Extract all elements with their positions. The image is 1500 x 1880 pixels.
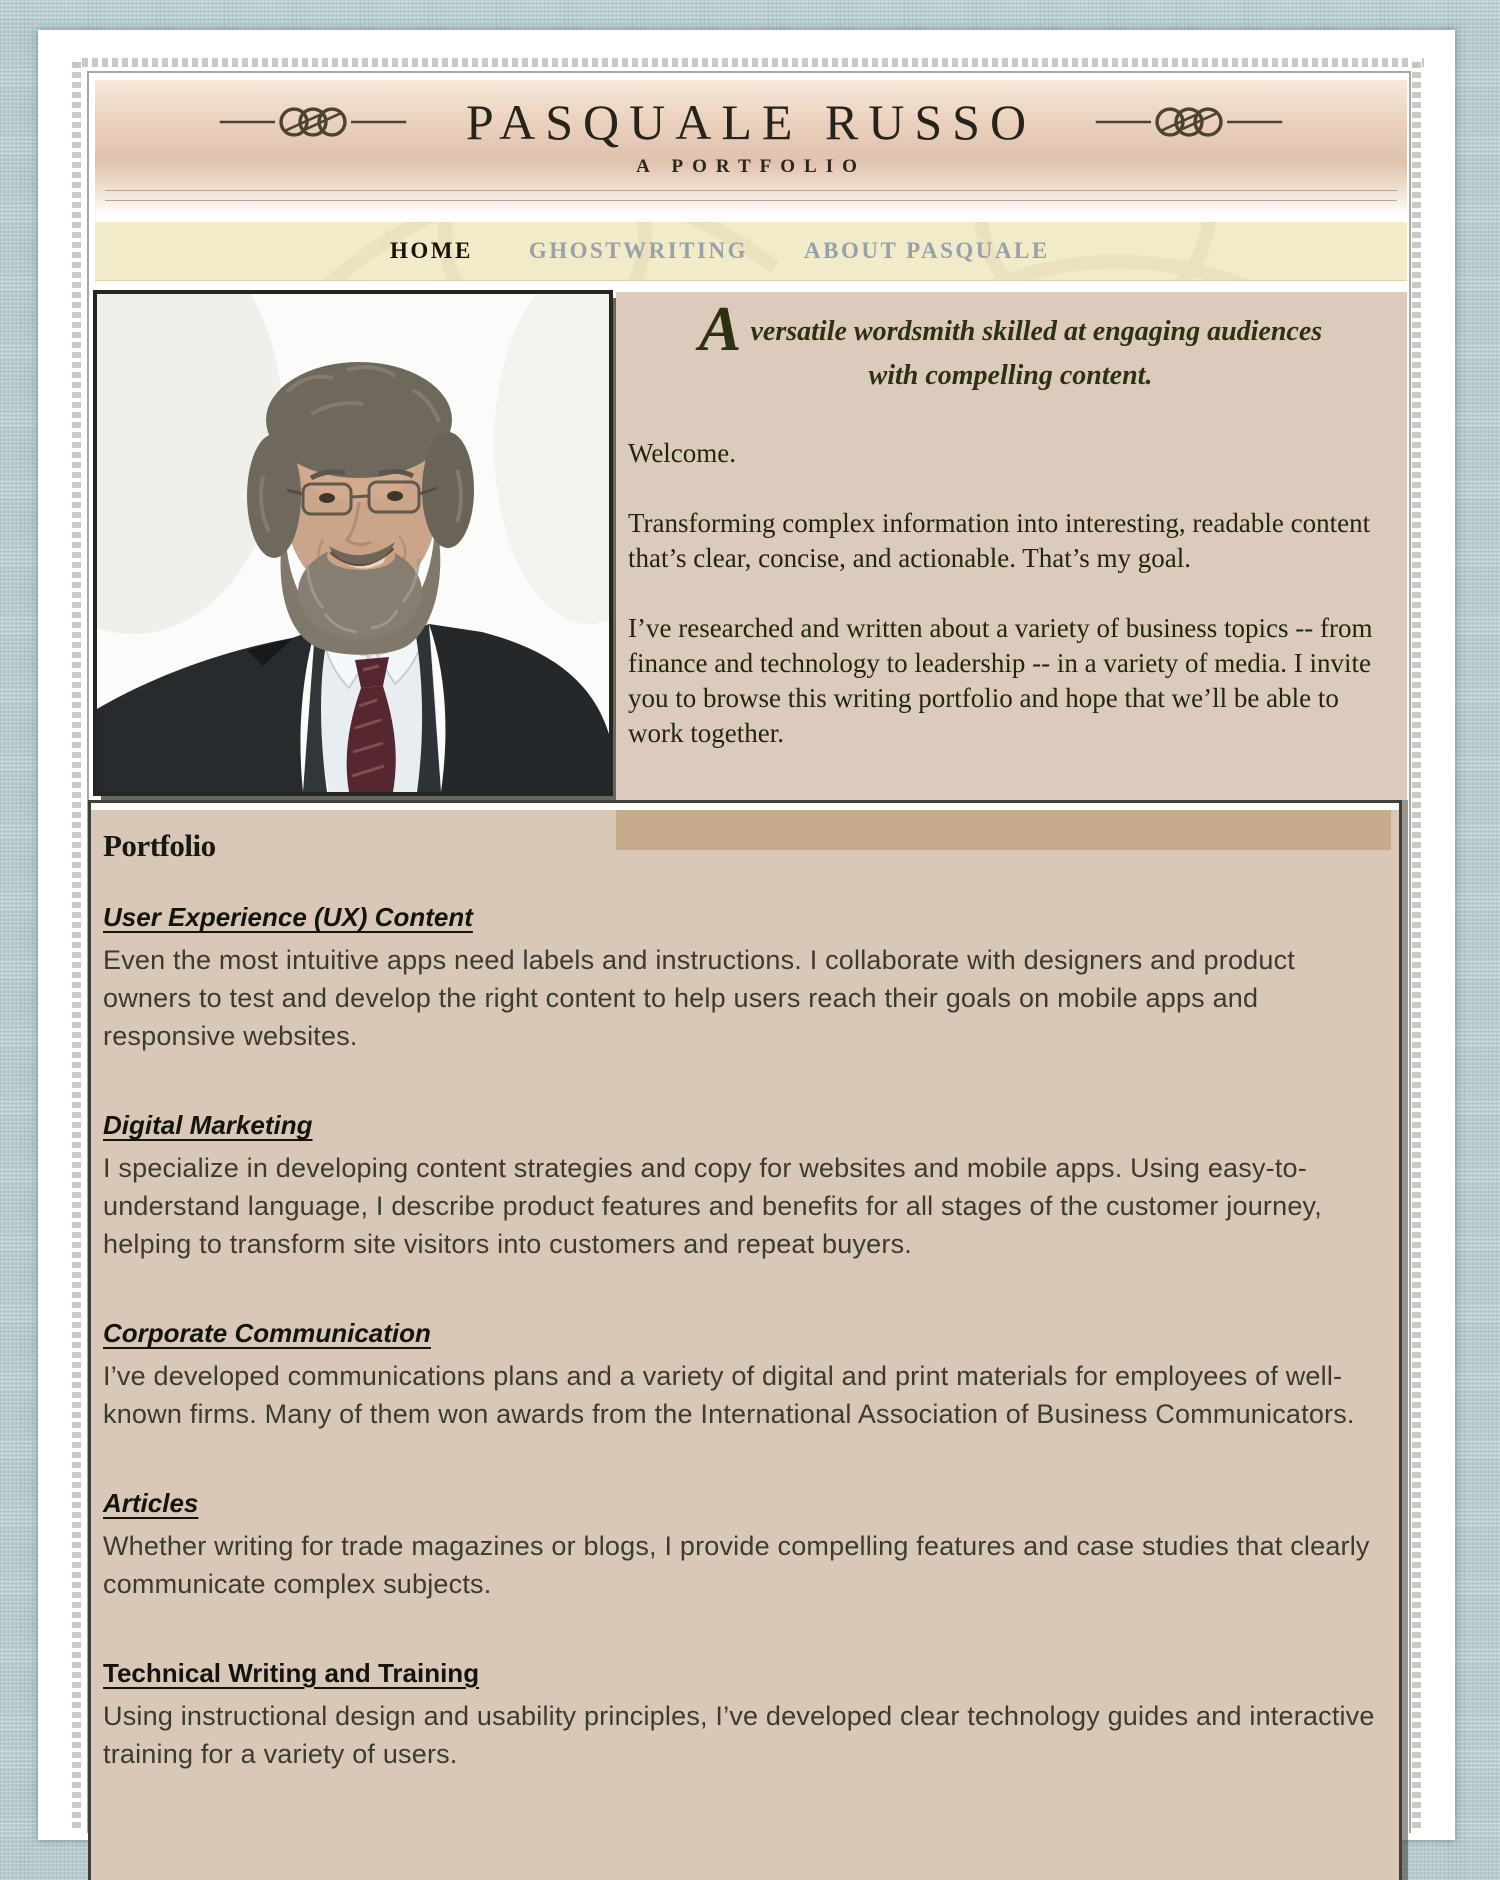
main-nav xyxy=(95,222,1407,281)
site-subtitle: A PORTFOLIO xyxy=(636,156,866,177)
rope-ornament-icon xyxy=(1094,102,1284,142)
portfolio-section-title-link[interactable]: User Experience (UX) Content xyxy=(103,902,473,932)
site-masthead xyxy=(95,80,1407,222)
portfolio-section-digital-marketing xyxy=(103,1110,1385,1263)
portrait-photo xyxy=(93,290,613,796)
portfolio-section-technical-writing xyxy=(103,1658,1385,1773)
intro-paragraph: I’ve researched and written about a variety of business topics -- from finance and technology to leadership -- in a variety of media. I invite you to browse this writing portfolio and hope that we’ll be able to work together. xyxy=(628,613,1373,748)
masthead-rule xyxy=(105,190,1397,191)
portfolio-section-body: Even the most intuitive apps need labels and instructions. I collaborate with designers and product owners to test and develop the right content to help users reach their goals on mobile apps and responsive websites. xyxy=(103,945,1295,1051)
lede-text: versatile wordsmith skilled at engaging audiences with compelling content. xyxy=(750,316,1323,391)
rope-ornament-icon xyxy=(218,102,408,142)
portfolio-section-ux xyxy=(103,902,1385,1055)
beaded-border-top xyxy=(72,58,1424,67)
beaded-border-left xyxy=(72,58,81,1828)
portfolio-heading: Portfolio xyxy=(103,828,216,863)
portfolio-section-title-link[interactable]: Corporate Communication xyxy=(103,1318,431,1348)
portfolio-section-title-link[interactable]: Articles xyxy=(103,1488,199,1518)
portfolio-section-title-link[interactable]: Digital Marketing xyxy=(103,1110,313,1140)
portfolio-sections xyxy=(103,902,1385,1773)
portfolio-section-corporate-communication xyxy=(103,1318,1385,1433)
portfolio-panel xyxy=(88,800,1402,1880)
nav-item-about-pasquale[interactable]: ABOUT PASQUALE xyxy=(804,238,1050,263)
portfolio-section-articles xyxy=(103,1488,1385,1603)
site-title: PASQUALE RUSSO xyxy=(465,94,1037,150)
beaded-border-right xyxy=(1412,58,1421,1828)
portfolio-section-body: Using instructional design and usability principles, I’ve developed clear technology guides and interactive training for a variety of users. xyxy=(103,1701,1375,1769)
page-sheet xyxy=(38,30,1455,1840)
intro-paragraph: Transforming complex information into interesting, readable content that’s clear, concise, and actionable. That’s my goal. xyxy=(628,508,1371,573)
portfolio-section-body: I specialize in developing content strategies and copy for websites and mobile apps. Using easy-to-understand language, I describe product features and benefits for all stages of the customer journey, helping to transform site visitors into customers and repeat buyers. xyxy=(103,1153,1322,1259)
nav-item-home[interactable]: HOME xyxy=(390,238,473,263)
nav-watermark-decoration xyxy=(215,222,1315,281)
portrait-of-man-illustration xyxy=(97,294,609,792)
masthead-rule xyxy=(105,200,1397,201)
portfolio-section-body: Whether writing for trade magazines or blogs, I provide compelling features and case studies that clearly communicate complex subjects. xyxy=(103,1531,1370,1599)
nav-item-ghostwriting[interactable]: GHOSTWRITING xyxy=(528,238,748,263)
lede-drop-cap: A xyxy=(698,293,744,364)
intro-lede xyxy=(672,293,1349,398)
intro-paragraph: Welcome. xyxy=(628,438,737,468)
portfolio-section-body: I’ve developed communications plans and a variety of digital and print materials for employees of well-known firms. Many of them won awards from the International Association of Business Communicators. xyxy=(103,1361,1355,1429)
intro-box xyxy=(616,292,1407,800)
portfolio-section-title-link[interactable]: Technical Writing and Training xyxy=(103,1658,480,1688)
